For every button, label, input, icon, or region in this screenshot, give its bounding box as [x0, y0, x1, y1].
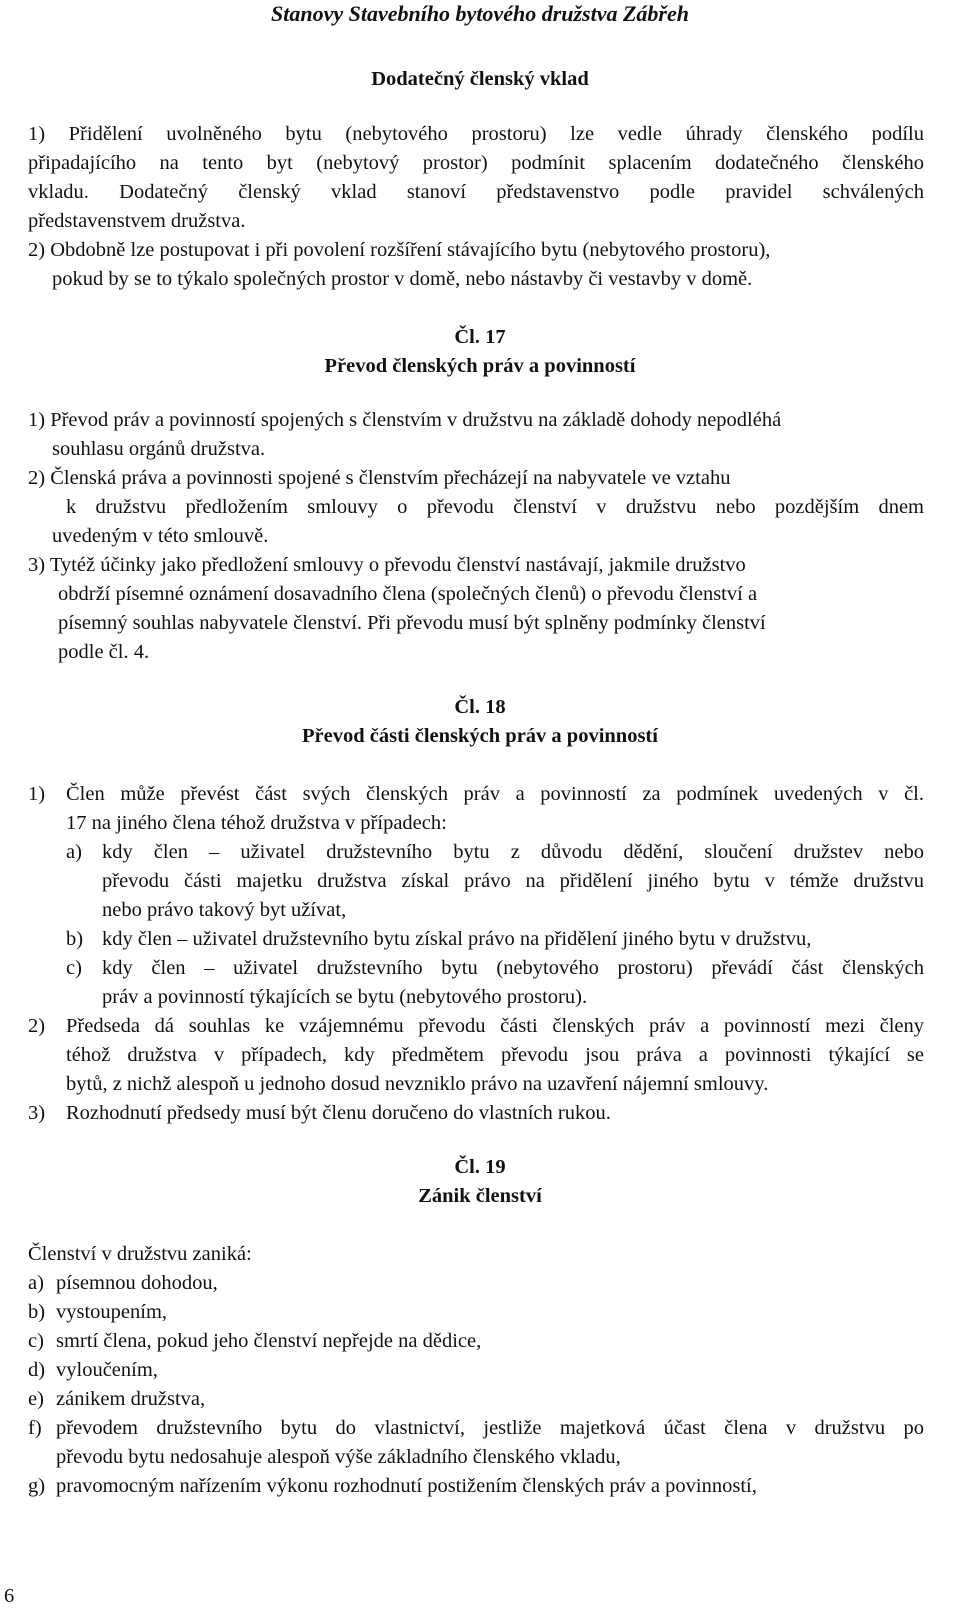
- text-line: 17 na jiného člena téhož družstva v případech:: [66, 812, 447, 834]
- text-line: k družstvu předložením smlouvy o převodu členství v družstvu nebo pozdějším dnem: [66, 496, 924, 518]
- text-line: pokud by se to týkalo společných prostor v domě, nebo nástavby či vestavby v domě.: [52, 268, 753, 290]
- item-label: a): [28, 1272, 44, 1294]
- section-title: Dodatečný členský vklad: [371, 68, 589, 90]
- text-line: uvedeným v této smlouvě.: [52, 525, 269, 547]
- text-line: 1) Přidělení uvolněného bytu (nebytového prostoru) lze vedle úhrady členského podílu: [28, 123, 924, 145]
- text-line: převodu bytu nedosahuje alespoň výše základního členského vkladu,: [56, 1446, 621, 1468]
- text-line: obdrží písemné oznámení dosavadního člena (společných členů) o převodu členství a: [58, 583, 758, 605]
- text-line: 1) Převod práv a povinností spojených s členstvím v družstvu na základě dohody nepodléhá: [28, 409, 782, 431]
- item-label: c): [66, 957, 82, 979]
- text-line: práv a povinností týkajících se bytu (nebytového prostoru).: [102, 986, 588, 1008]
- text-line: Člen může převést část svých členských práv a povinností za podmínek uvedených v čl.: [66, 783, 924, 805]
- item-label: a): [66, 841, 82, 863]
- document-header: Stanovy Stavebního bytového družstva Zábřeh: [270, 1, 689, 26]
- text-line: kdy člen – uživatel družstevního bytu z důvodu dědění, sloučení družstev nebo: [102, 841, 924, 863]
- item-label: g): [28, 1475, 46, 1497]
- text-line: převodem družstevního bytu do vlastnictví, jestliže majetková účast člena v družstvu po: [56, 1417, 924, 1439]
- item-label: 2): [28, 1015, 46, 1037]
- item-label: f): [28, 1417, 42, 1439]
- article-title: Zánik členství: [418, 1185, 542, 1207]
- text-line: kdy člen – uživatel družstevního bytu (nebytového prostoru) převádí část členských: [102, 957, 924, 979]
- article-title: Převod části členských práv a povinností: [302, 725, 658, 747]
- text-line: 3) Tytéž účinky jako předložení smlouvy o převodu členství nastávají, jakmile družstvo: [28, 554, 746, 576]
- item-label: c): [28, 1330, 44, 1352]
- item-label: 3): [28, 1102, 46, 1124]
- text-line: představenstvem družstva.: [28, 210, 246, 232]
- article-title: Převod členských práv a povinností: [324, 355, 636, 377]
- item-label: d): [28, 1359, 46, 1381]
- item-label: e): [28, 1388, 44, 1410]
- item-label: 1): [28, 783, 46, 805]
- text-line: vystoupením,: [56, 1301, 168, 1323]
- text-line: bytů, z nichž alespoň u jednoho dosud nevzniklo právo na uzavření nájemní smlouvy.: [66, 1073, 769, 1095]
- item-label: b): [66, 928, 84, 950]
- text-line: podle čl. 4.: [58, 641, 150, 663]
- text-line: písemný souhlas nabyvatele členství. Při převodu musí být splněny podmínky členství: [58, 612, 766, 634]
- text-line: Předseda dá souhlas ke vzájemnému převodu části členských práv a povinností mezi členy: [66, 1015, 924, 1037]
- page-number: 6: [4, 1585, 15, 1607]
- text-line: téhož družstva v případech, kdy předmětem převodu jsou práva a povinnosti týkající se: [66, 1044, 924, 1066]
- text-line: připadajícího na tento byt (nebytový prostor) podmínit splacením dodatečného členského: [28, 152, 924, 174]
- text-line: nebo právo takový byt užívat,: [102, 899, 347, 921]
- text-line: převodu části majetku družstva získal právo na přidělení jiného bytu v témže družstvu: [102, 870, 924, 892]
- text-line: 2) Obdobně lze postupovat i při povolení rozšíření stávajícího bytu (nebytového prostoru),: [28, 239, 771, 261]
- text-line: souhlasu orgánů družstva.: [52, 438, 266, 460]
- text-line: smrtí člena, pokud jeho členství nepřejde na dědice,: [56, 1330, 482, 1352]
- text-line: písemnou dohodou,: [56, 1272, 218, 1294]
- item-label: b): [28, 1301, 46, 1323]
- text-line: vyloučením,: [56, 1359, 158, 1381]
- article-number: Čl. 19: [454, 1156, 506, 1178]
- article-number: Čl. 18: [454, 696, 506, 718]
- text-line: 2) Členská práva a povinnosti spojené s členstvím přecházejí na nabyvatele ve vztahu: [28, 467, 731, 489]
- text-line: kdy člen – uživatel družstevního bytu získal právo na přidělení jiného bytu v družstvu,: [102, 928, 812, 950]
- text-line: pravomocným nařízením výkonu rozhodnutí postižením členských práv a povinností,: [56, 1475, 757, 1497]
- text-line: Rozhodnutí předsedy musí být členu doručeno do vlastních rukou.: [66, 1102, 611, 1124]
- article-number: Čl. 17: [454, 326, 506, 348]
- text-line: zánikem družstva,: [56, 1388, 206, 1410]
- list-intro: Členství v družstvu zaniká:: [28, 1243, 252, 1265]
- text-line: vkladu. Dodatečný členský vklad stanoví představenstvo podle pravidel schválených: [28, 181, 924, 203]
